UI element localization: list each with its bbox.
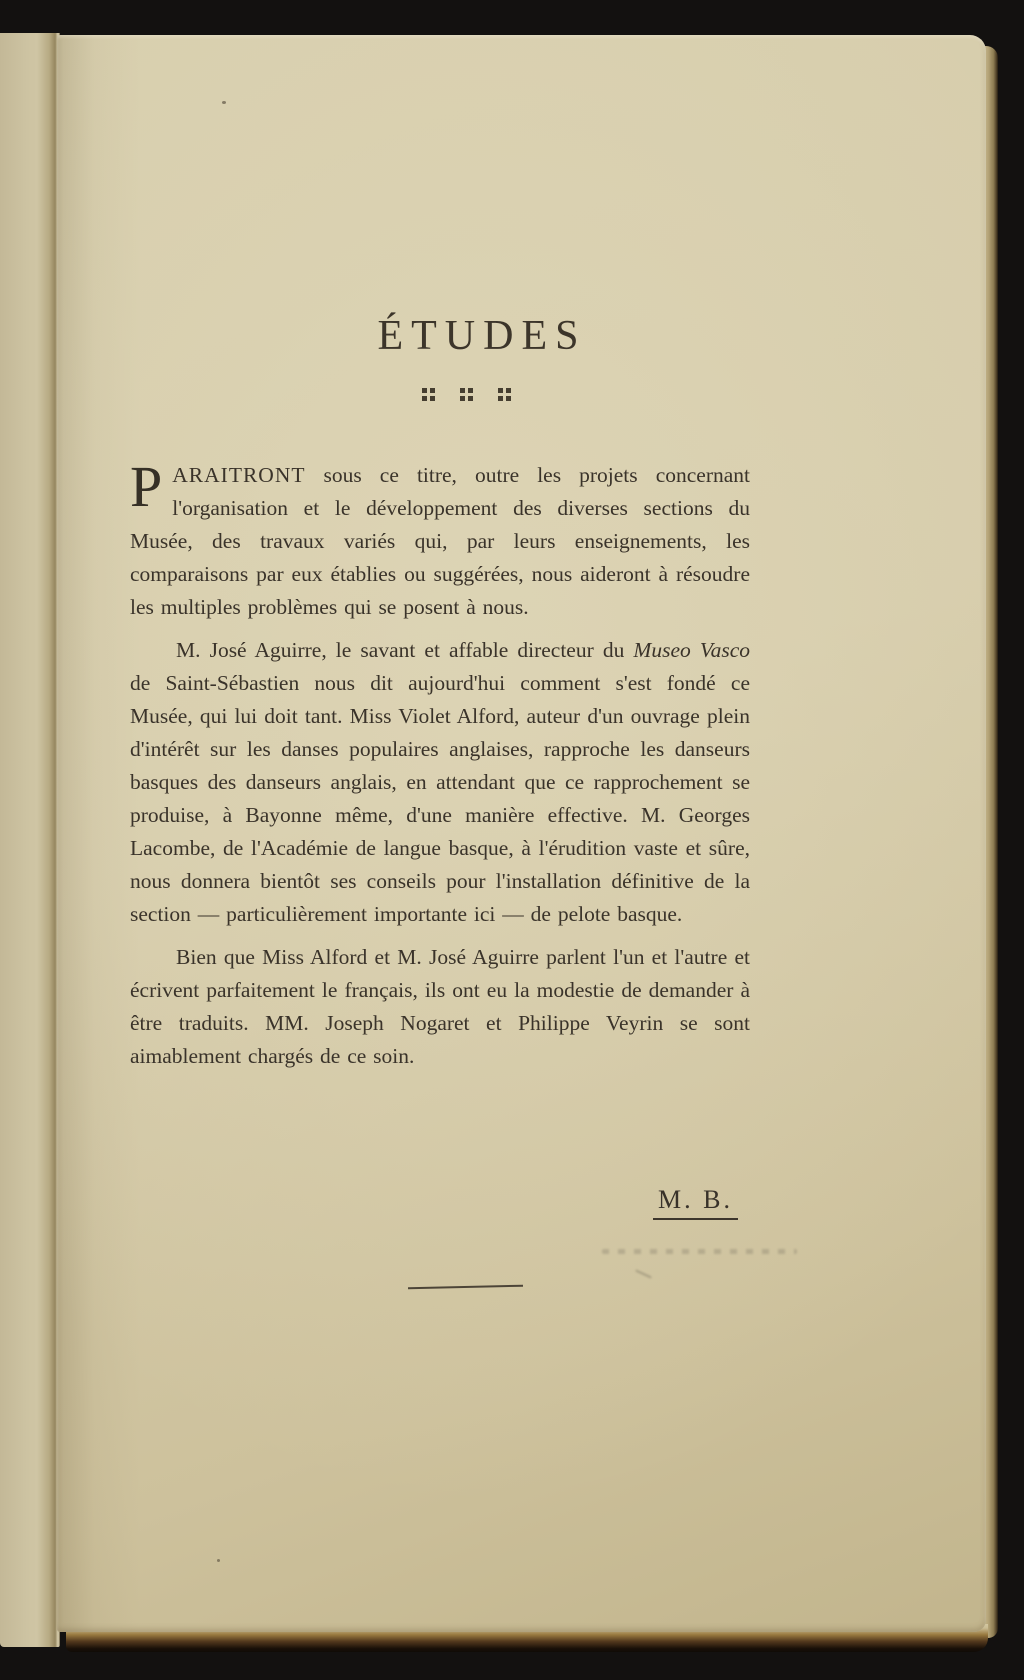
dust-speck	[222, 101, 226, 104]
book-page	[57, 35, 986, 1632]
paragraph-translators: Bien que Miss Alford et M. José Aguirre parlent l'un et l'autre et écrivent parfaitement le français, ils ont eu la modestie de demander à être traduits. MM. Joseph Nogaret et Philippe Veyrin se sont aimablement chargés de ce soin.	[130, 945, 750, 1068]
ornament-cluster-icon	[498, 388, 511, 401]
paragraph-intro	[130, 454, 750, 624]
paragraph-contributors	[130, 634, 750, 931]
signature-initials: M. B.	[653, 1185, 738, 1220]
divider-rule	[408, 1285, 523, 1290]
page-title: ÉTUDES	[377, 313, 587, 359]
paragraph-contributors-text: M. José Aguirre, le savant et affable directeur du	[176, 638, 634, 662]
paragraph-intro-text: sous ce titre, outre les projets concernant l'organisation et le développement des diverses sections du Musée, des travaux variés qui, par leurs enseignements, les comparaisons par eux établies ou suggérées, nous aideront à résoudre les multiples problèmes qui se posent à nous.	[130, 463, 750, 619]
dropcap-letter: P	[130, 454, 163, 519]
ornament-cluster-icon	[422, 388, 435, 401]
lead-word: ARAITRONT	[172, 463, 306, 487]
ornament-cluster-icon	[460, 388, 473, 401]
paragraph-contributors-text: de Saint-Sébastien nous dit aujourd'hui comment s'est fondé ce Musée, qui lui doit tant. Miss Violet Alford, auteur d'un ouvrage plein d'intérêt sur les danses populaires anglaises, rapproche les danseurs basques des danseurs anglais, en attendant que ce rapprochement se produise, à Bayonne même, d'une manière effective. M. Georges Lacombe, de l'Académie de langue basque, à l'érudition vaste et sûre, nous donnera bientôt ses conseils pour l'installation définitive de la section — particulièrement importante ici — de pelote basque.	[130, 671, 750, 926]
text-block	[130, 454, 750, 1073]
faint-pencil-marks	[602, 1249, 797, 1254]
dust-speck	[217, 1559, 220, 1562]
italic-museum-name: Museo Vasco	[633, 638, 750, 662]
ornament-row	[156, 388, 776, 401]
previous-page-edge	[0, 33, 60, 1647]
